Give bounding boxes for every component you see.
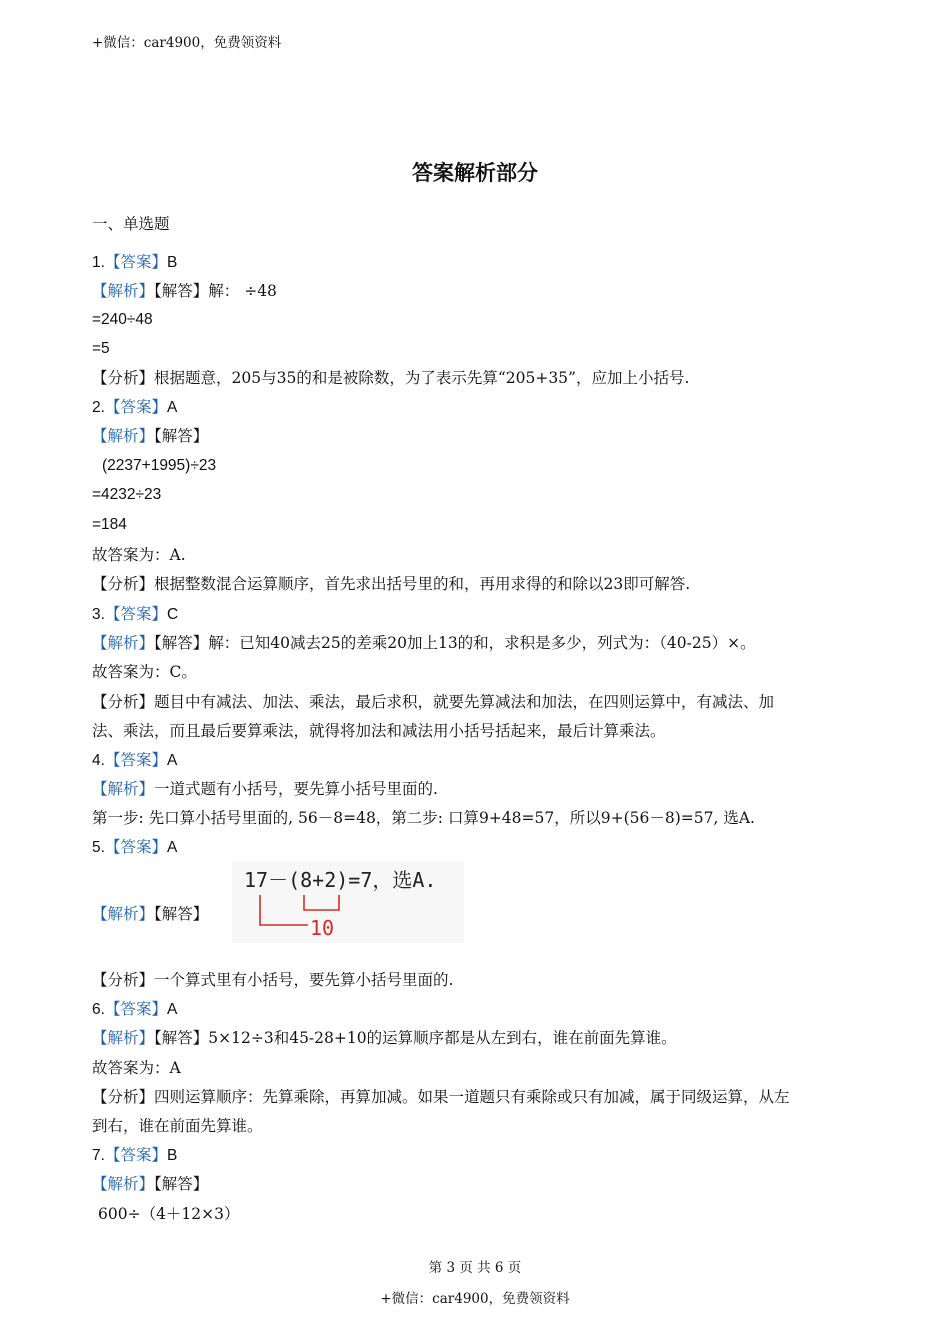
q5-answer-line xyxy=(92,837,177,858)
solve-tag: 【解答】 xyxy=(154,282,209,300)
q2-fenxi-line xyxy=(92,574,690,594)
analysis-tag: 【解析】 xyxy=(92,427,155,445)
answer-tag: 【答案】 xyxy=(104,253,167,271)
answer-tag: 【答案】 xyxy=(104,751,167,769)
analysis-tag: 【解析】 xyxy=(92,634,155,652)
q1-fenxi-text: 根据题意，205与35的和是被除数，为了表示先算“205+35”，应加上小括号. xyxy=(154,369,690,387)
q7-solve-line xyxy=(92,1174,208,1194)
q2-number: 2. xyxy=(92,399,105,416)
q6-fenxi-line xyxy=(92,1087,790,1107)
solve-tag: 【解答】 xyxy=(154,1029,209,1047)
q5-outer-bracket xyxy=(260,895,308,925)
q5-number: 5. xyxy=(92,839,105,856)
q3-answer: C xyxy=(166,606,179,623)
page-title: 答案解析部分 xyxy=(412,161,538,185)
analysis-tag: 【解析】 xyxy=(92,905,155,923)
q6-answer-line xyxy=(92,999,177,1020)
q7-answer-line xyxy=(92,1145,177,1166)
analysis-tag: 【解析】 xyxy=(92,780,155,798)
q5-figure-subresult: 10 xyxy=(310,916,335,940)
q4-answer-line xyxy=(92,750,177,771)
answer-tag: 【答案】 xyxy=(104,838,167,856)
q5-answer: A xyxy=(166,839,178,856)
q4-steps: 第一步: 先口算小括号里面的, 56－8=48，第二步: 口算9+48=57，所以9+(56－8)=57, 选A. xyxy=(92,809,755,827)
fenxi-tag: 【分析】 xyxy=(92,369,155,387)
q5-figure-svg xyxy=(232,861,464,943)
q1-step-1: =240÷48 xyxy=(92,311,153,328)
q3-fenxi-text-2: 法、乘法，而且最后要算乘法，就得将加法和减法用小括号括起来，最后计算乘法。 xyxy=(92,722,666,740)
q3-solve-text: 解：已知40减去25的差乘20加上13的和，求积是多少，列式为：（40-25）×。 xyxy=(208,634,756,652)
q3-fenxi-line xyxy=(92,692,774,712)
q6-fenxi-text: 四则运算顺序：先算乘除，再算加减。如果一道题只有乘除或只有加减，属于同级运算，从左 xyxy=(154,1088,790,1106)
q1-number: 1. xyxy=(92,254,105,271)
solve-tag: 【解答】 xyxy=(154,905,209,923)
q4-analysis-text: 一道式题有小括号，要先算小括号里面的. xyxy=(154,780,438,798)
q6-fenxi-text-2: 到右，谁在前面先算谁。 xyxy=(92,1117,263,1135)
q6-number: 6. xyxy=(92,1001,105,1018)
solve-tag: 【解答】 xyxy=(154,634,209,652)
analysis-tag: 【解析】 xyxy=(92,1175,155,1193)
q5-fenxi-text: 一个算式里有小括号，要先算小括号里面的. xyxy=(154,971,454,989)
answer-tag: 【答案】 xyxy=(104,1146,167,1164)
q4-answer: A xyxy=(166,752,178,769)
q1-step-2: =5 xyxy=(92,340,110,357)
q1-answer-line xyxy=(92,252,177,273)
answer-tag: 【答案】 xyxy=(104,398,167,416)
q7-answer: B xyxy=(166,1147,178,1164)
q2-conclusion: 故答案为：A. xyxy=(92,546,186,564)
fenxi-tag: 【分析】 xyxy=(92,575,155,593)
q5-solution-figure xyxy=(232,861,464,943)
q2-step-3: =184 xyxy=(92,516,127,533)
solve-tag: 【解答】 xyxy=(154,1175,209,1193)
analysis-tag: 【解析】 xyxy=(92,282,155,300)
fenxi-tag: 【分析】 xyxy=(92,693,155,711)
q1-fenxi-line xyxy=(92,368,689,388)
q3-answer-line xyxy=(92,604,178,625)
q3-fenxi-text: 题目中有减法、加法、乘法，最后求积，就要先算减法和加法，在四则运算中，有减法、加 xyxy=(154,693,775,711)
q6-conclusion: 故答案为：A xyxy=(92,1059,181,1077)
analysis-tag: 【解析】 xyxy=(92,1029,155,1047)
q2-step-1: (2237+1995)÷23 xyxy=(102,457,217,474)
q6-solve-line xyxy=(92,1028,677,1048)
q1-solve-line xyxy=(92,281,277,301)
q1-solve-text: 解： ÷48 xyxy=(208,282,277,300)
header-note: +微信：car4900，免费领资料 xyxy=(92,35,282,51)
fenxi-tag: 【分析】 xyxy=(92,1088,155,1106)
solve-tag: 【解答】 xyxy=(154,427,209,445)
answer-tag: 【答案】 xyxy=(104,605,167,623)
q7-number: 7. xyxy=(92,1147,105,1164)
fenxi-tag: 【分析】 xyxy=(92,971,155,989)
q5-inner-bracket xyxy=(304,895,339,910)
q5-fenxi-line xyxy=(92,970,453,990)
q5-solve-line xyxy=(92,904,208,924)
q3-conclusion: 故答案为：C。 xyxy=(92,663,197,681)
q4-analysis-line xyxy=(92,779,438,799)
q4-number: 4. xyxy=(92,752,105,769)
page-number: 第 3 页 共 6 页 xyxy=(428,1260,522,1276)
q2-solve-line xyxy=(92,426,208,446)
q6-answer: A xyxy=(166,1001,178,1018)
q3-solve-line xyxy=(92,633,756,653)
q7-step-1: 600÷（4＋12×3） xyxy=(98,1205,240,1223)
q6-solve-text: 5×12÷3和45-28+10的运算顺序都是从左到右，谁在前面先算谁。 xyxy=(208,1029,677,1047)
q3-number: 3. xyxy=(92,606,105,623)
section-heading: 一、单选题 xyxy=(92,215,170,233)
q2-fenxi-text: 根据整数混合运算顺序，首先求出括号里的和，再用求得的和除以23即可解答. xyxy=(154,575,691,593)
q5-figure-expression: 17－(8+2)=7，选A. xyxy=(244,868,437,892)
q1-answer: B xyxy=(166,254,178,271)
q2-step-2: =4232÷23 xyxy=(92,486,162,503)
answer-tag: 【答案】 xyxy=(104,1000,167,1018)
q2-answer-line xyxy=(92,397,177,418)
footer-note: +微信：car4900，免费领资料 xyxy=(380,1291,570,1307)
q2-answer: A xyxy=(166,399,178,416)
